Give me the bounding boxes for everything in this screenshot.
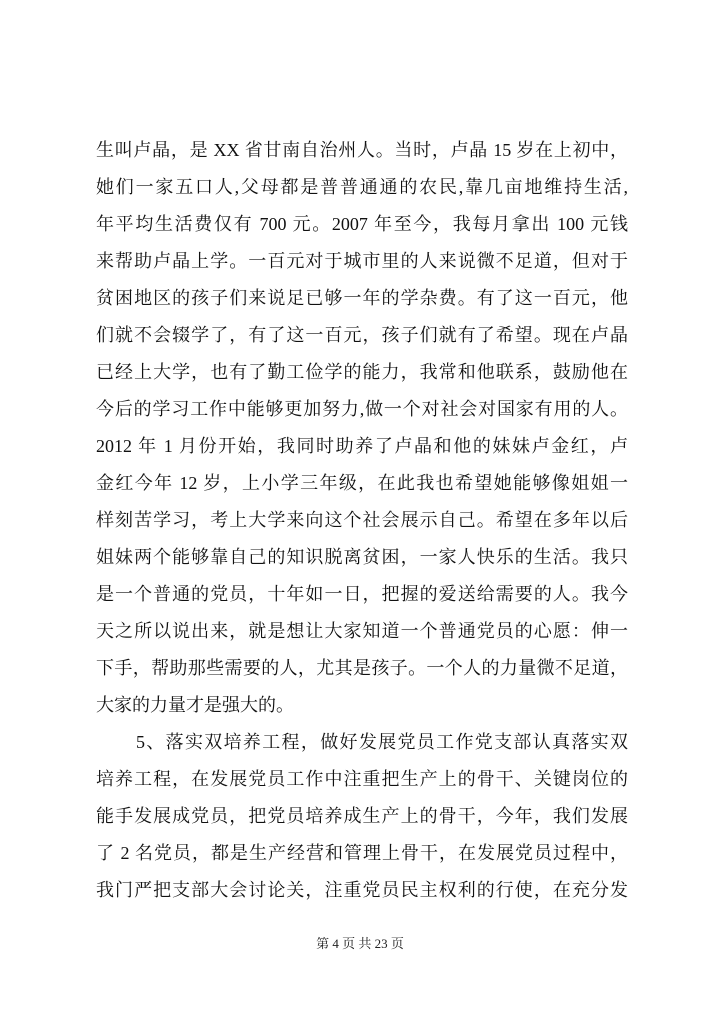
text-line: 今后的学习工作中能够更加努力,做一个对社会对国家有用的人。 — [96, 399, 628, 419]
text-line: 来帮助卢晶上学。一百元对于城市里的人来说微不足道，但对于 — [96, 251, 628, 271]
document-body — [96, 132, 628, 909]
text-line: 她们一家五口人,父母都是普普通通的农民,靠几亩地维持生活, — [96, 177, 628, 197]
text-line: 姐妹两个能够靠自己的知识脱离贫困，一家人快乐的生活。我只 — [96, 547, 628, 567]
text-line: 5、落实双培养工程，做好发展党员工作党支部认真落实双 — [136, 732, 628, 752]
paragraph — [96, 724, 628, 909]
text-line: 贫困地区的孩子们来说足已够一年的学杂费。有了这一百元，他 — [96, 288, 628, 308]
text-line: 已经上大学，也有了勤工俭学的能力，我常和他联系，鼓励他在 — [96, 362, 628, 382]
text-line: 生叫卢晶，是 XX 省甘南自治州人。当时，卢晶 15 岁在上初中， — [96, 140, 628, 160]
text-line: 培养工程，在发展党员工作中注重把生产上的骨干、关键岗位的 — [96, 769, 628, 789]
text-line: 了 2 名党员，都是生产经营和管理上骨干，在发展党员过程中， — [96, 843, 628, 863]
text-line: 天之所以说出来，就是想让大家知道一个普通党员的心愿：伸一 — [96, 621, 628, 641]
text-line: 能手发展成党员，把党员培养成生产上的骨干，今年，我们发展 — [96, 806, 628, 826]
text-line: 大家的力量才是强大的。 — [96, 695, 294, 715]
text-line: 们就不会辍学了，有了这一百元，孩子们就有了希望。现在卢晶 — [96, 325, 628, 345]
page-footer: 第 4 页 共 23 页 — [316, 936, 404, 951]
paragraph — [96, 132, 628, 724]
text-line: 样刻苦学习，考上大学来向这个社会展示自己。希望在多年以后 — [96, 510, 628, 530]
text-line: 2012 年 1 月份开始，我同时助养了卢晶和他的妹妹卢金红，卢 — [96, 436, 628, 456]
text-line: 年平均生活费仅有 700 元。2007 年至今，我每月拿出 100 元钱 — [96, 214, 628, 234]
text-line: 是一个普通的党员，十年如一日，把握的爱送给需要的人。我今 — [96, 584, 628, 604]
text-line: 下手，帮助那些需要的人，尤其是孩子。一个人的力量微不足道， — [96, 658, 628, 678]
text-line: 金红今年 12 岁，上小学三年级，在此我也希望她能够像姐姐一 — [96, 473, 628, 493]
text-line: 我门严把支部大会讨论关，注重党员民主权利的行使，在充分发 — [96, 880, 628, 900]
